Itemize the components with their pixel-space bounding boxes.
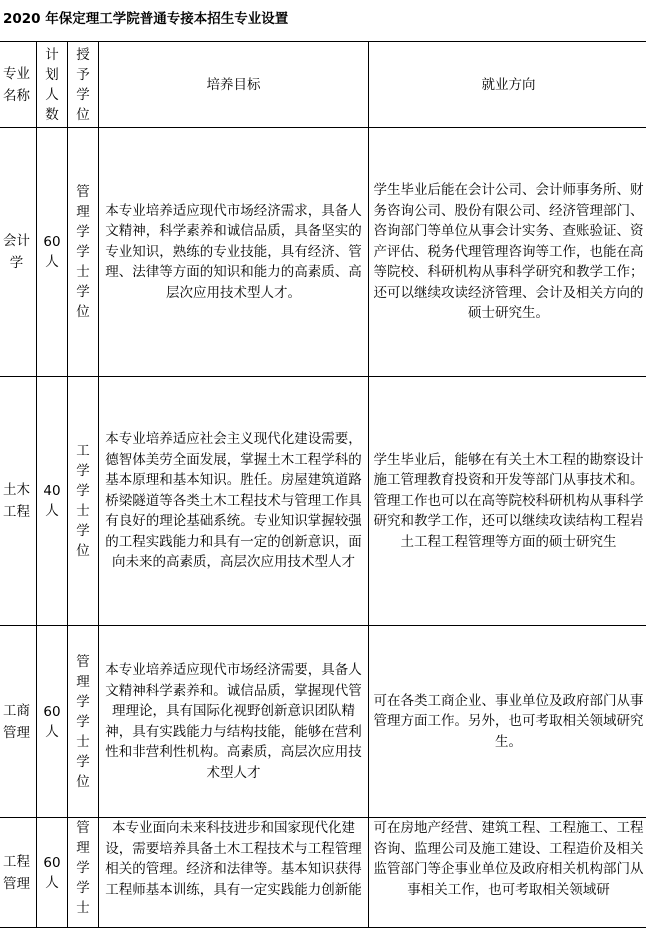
row-goal: 本专业培养适应现代市场经济需求，具备人文精神，科学素养和诚信品质，具备坚实的专业知识，熟练的专业技能，具有经济、管理、法律等方面的知识和能力的高素质、高层次应用技术型人才。 — [99, 128, 369, 377]
row-major: 工商管理 — [0, 626, 37, 818]
table-row — [0, 377, 646, 626]
page-title: 2020 年保定理工学院普通专接本招生专业设置 — [3, 7, 643, 31]
row-career: 可在各类工商企业、事业单位及政府部门从事管理方面工作。另外，也可考取相关领域研究生。 — [369, 626, 646, 818]
row-major: 土木工程 — [0, 377, 37, 626]
row-goal: 本专业培养适应现代市场经济需要，具备人文精神科学素养和。诚信品质，掌握现代管理理论，具有国际化视野创新意识团队精神，具有实践能力与结构技能，能够在营利性和非营利性机构。高素质，高层次应用技术型人才 — [99, 626, 369, 818]
header-degree: 授予学位 — [68, 42, 99, 128]
header-career: 就业方向 — [369, 42, 646, 128]
header-major: 专业名称 — [0, 42, 37, 128]
table-row — [0, 128, 646, 377]
header-plan: 计划人数 — [37, 42, 68, 128]
row-career: 学生毕业后能在会计公司、会计师事务所、财务咨询公司、股份有限公司、经济管理部门、咨询部门等单位从事会计实务、查账验证、资产评估、税务代理管理咨询等工作，也能在高等院校、科研机构从事科学研究和教学工作；还可以继续攻读经济管理、会计及相关方向的硕士研究生。 — [369, 128, 646, 377]
row-plan: 60人 — [37, 818, 68, 928]
row-plan: 60人 — [37, 128, 68, 377]
row-career: 学生毕业后，能够在有关土木工程的勘察设计施工管理教育投资和开发等部门从事技术和。管理工作也可以在高等院校科研机构从事科学研究和教学工作，还可以继续攻读结构工程岩土工程工程管理等方面的硕士研究生 — [369, 377, 646, 626]
row-degree: 管理学学士学位 — [68, 626, 99, 818]
enrollment-table — [0, 41, 646, 928]
row-plan: 40人 — [37, 377, 68, 626]
row-degree: 工学学士学位 — [68, 377, 99, 626]
header-goal: 培养目标 — [99, 42, 369, 128]
table-row — [0, 626, 646, 818]
row-plan: 60人 — [37, 626, 68, 818]
row-degree: 管理学学士 — [68, 818, 99, 928]
row-goal: 本专业面向未来科技进步和国家现代化建设，需要培养具备土木工程技术与工程管理相关的管理。经济和法律等。基本知识获得工程师基本训练，具有一定实践能力创新能 — [99, 818, 369, 928]
row-major: 会计学 — [0, 128, 37, 377]
row-major: 工程管理 — [0, 818, 37, 928]
row-degree: 管理学学士学位 — [68, 128, 99, 377]
table-row — [0, 818, 646, 928]
row-career: 可在房地产经营、建筑工程、工程施工、工程咨询、监理公司及施工建设、工程造价及相关监管部门等企事业单位及政府相关机构部门从事相关工作，也可考取相关领域研 — [369, 818, 646, 928]
header-row — [0, 42, 646, 128]
row-goal: 本专业培养适应社会主义现代化建设需要，德智体美劳全面发展，掌握土木工程学科的基本原理和基本知识。胜任。房屋建筑道路桥梁隧道等各类土木工程技术与管理工作具有良好的理论基础系统。专业知识掌握较强的工程实践能力和具有一定的创新意识，面向未来的高素质，高层次应用技术型人才 — [99, 377, 369, 626]
